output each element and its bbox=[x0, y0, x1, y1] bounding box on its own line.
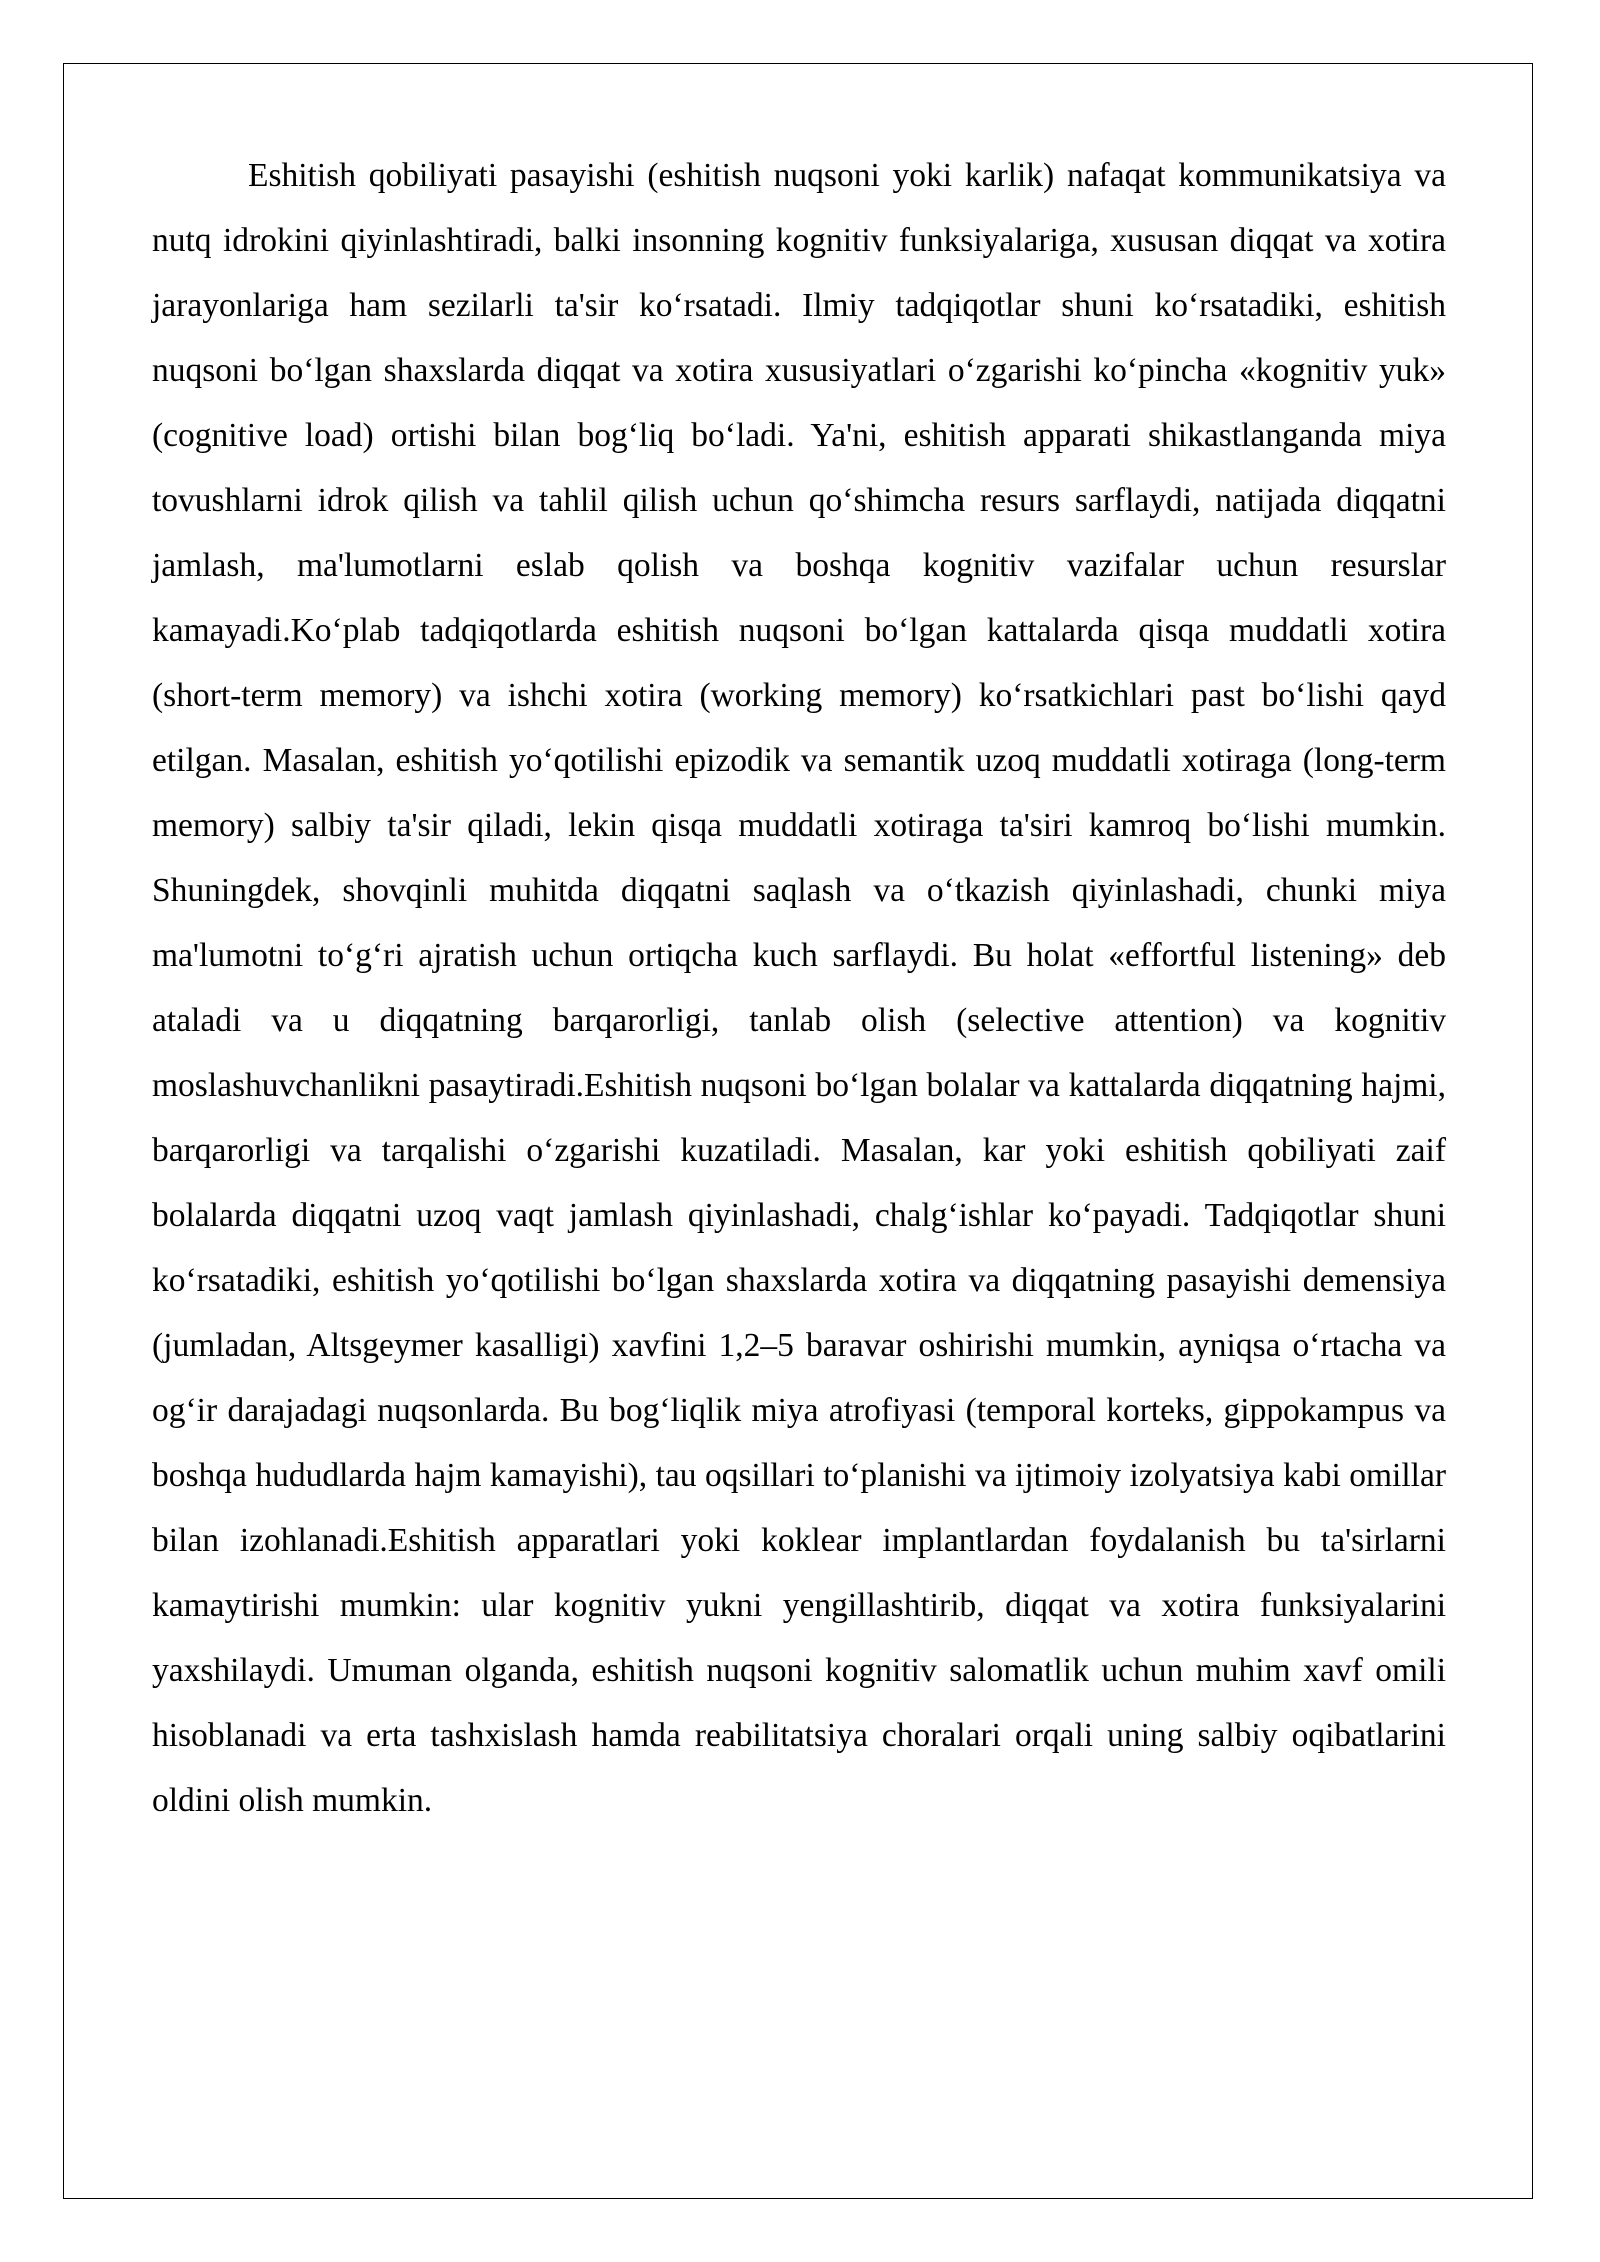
body-paragraph: Eshitish qobiliyati pasayishi (eshitish nuqsoni yoki karlik) nafaqat kommunikatsiya va nutq idrokini qiyinlashtiradi, balki insonning kognitiv funksiyalariga, xususan diqqat va xotira jarayonlariga ham sezilarli ta'sir ko‘rsatadi. Ilmiy tadqiqotlar shuni ko‘rsatadiki, eshitish nuqsoni bo‘lgan shaxslarda diqqat va xotira xususiyatlari o‘zgarishi ko‘pincha «kognitiv yuk» (cognitive load) ortishi bilan bog‘liq bo‘ladi. Ya'ni, eshitish apparati shikastlanganda miya tovushlarni idrok qilish va tahlil qilish uchun qo‘shimcha resurs sarflaydi, natijada diqqatni jamlash, ma'lumotlarni eslab qolish va boshqa kognitiv vazifalar uchun resurslar kamayadi.Ko‘plab tadqiqotlarda eshitish nuqsoni bo‘lgan kattalarda qisqa muddatli xotira (short-term memory) va ishchi xotira (working memory) ko‘rsatkichlari past bo‘lishi qayd etilgan. Masalan, eshitish yo‘qotilishi epizodik va semantik uzoq muddatli xotiraga (long-term memory) salbiy ta'sir qiladi, lekin qisqa muddatli xotiraga ta'siri kamroq bo‘lishi mumkin. Shuningdek, shovqinli muhitda diqqatni saqlash va o‘tkazish qiyinlashadi, chunki miya ma'lumotni to‘g‘ri ajratish uchun ortiqcha kuch sarflaydi. Bu holat «effortful listening» deb ataladi va u diqqatning barqarorligi, tanlab olish (selective attention) va kognitiv moslashuvchanlikni pasaytiradi.Eshitish nuqsoni bo‘lgan bolalar va kattalarda diqqatning hajmi, barqarorligi va tarqalishi o‘zgarishi kuzatiladi. Masalan, kar yoki eshitish qobiliyati zaif bolalarda diqqatni uzoq vaqt jamlash qiyinlashadi, chalg‘ishlar ko‘payadi. Tadqiqotlar shuni ko‘rsatadiki, eshitish yo‘qotilishi bo‘lgan shaxslarda xotira va diqqatning pasayishi demensiya (jumladan, Altsgeymer kasalligi) xavfini 1,2–5 baravar oshirishi mumkin, ayniqsa o‘rtacha va og‘ir darajadagi nuqsonlarda. Bu bog‘liqlik miya atrofiyasi (temporal korteks, gippokampus va boshqa hududlarda hajm kamayishi), tau oqsillari to‘planishi va ijtimoiy izolyatsiya kabi omillar bilan izohlanadi.Eshitish apparatlari yoki koklear implantlardan foydalanish bu ta'sirlarni kamaytirishi mumkin: ular kognitiv yukni yengillashtirib, diqqat va xotira funksiyalarini yaxshilaydi. Umuman olganda, eshitish nuqsoni kognitiv salomatlik uchun muhim xavf omili hisoblanadi va erta tashxislash hamda reabilitatsiya choralari orqali uning salbiy oqibatlarini oldini olish mumkin. bbox=[152, 157, 1446, 1819]
